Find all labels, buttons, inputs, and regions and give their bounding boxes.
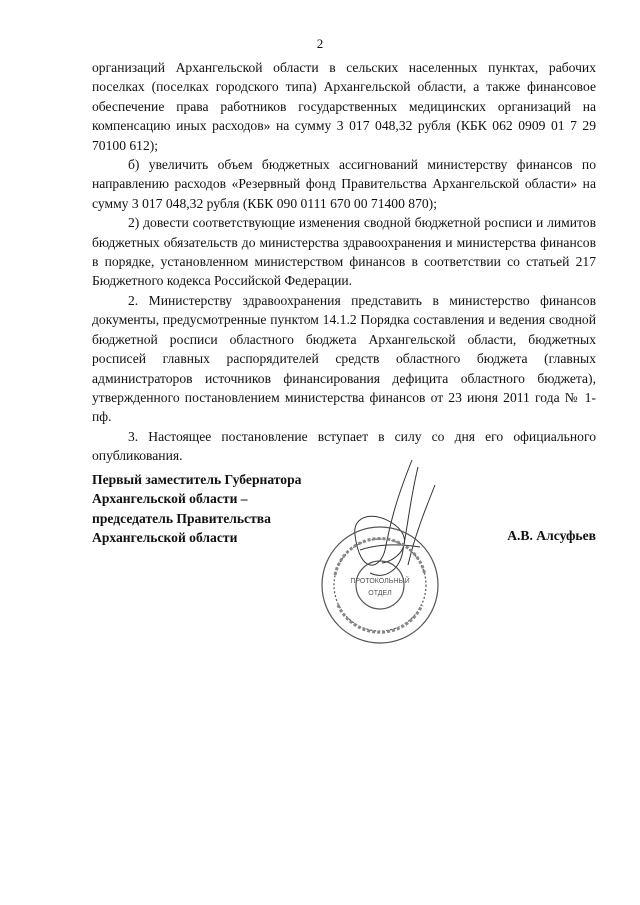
paragraph-item-2-sub: 2) довести соответствующие изменения сводной бюджетной росписи и лимитов бюджетных обязательств до министерства здравоохранения и министерства финансов в порядке, установленном министерством финансов в соответствии со статьей 217 Бюджетного кодекса Российской Федерации.	[92, 215, 596, 289]
paragraph-continuation: организаций Архангельской области в сельских населенных пунктах, рабочих поселках (поселках городского типа) Архангельской области, а также финансовое обеспечение права работников государственных медицинских организаций на компенсацию иных расходов» на сумму 3 017 048,32 рубля (КБК 062 0909 01 7 29 70100 612);	[92, 60, 596, 153]
paragraph-item-b: б) увеличить объем бюджетных ассигнований министерству финансов по направлению расходов «Резервный фонд Правительства Архангельской области» на сумму 3 017 048,32 рубля (КБК 090 0111 670 00 71400 870);	[92, 157, 596, 211]
seal-text-line-1: ПРОТОКОЛЬНЫЙ	[350, 578, 410, 585]
signer-name: А.В. Алсуфьев	[507, 528, 596, 543]
signatory-line: председатель Правительства	[92, 510, 271, 526]
paragraph-clause-2: 2. Министерству здравоохранения представить в министерство финансов документы, предусмотренные пунктом 14.1.2 Порядка составления и ведения сводной бюджетной росписи областного бюджета Архангельской области, бюджетных росписей главных распорядителей средств областного бюджета (главных администраторов источников финансирования дефицита областного бюджета), утвержденного постановлением министерства финансов от 23 июня 2011 года № 1-пф.	[92, 292, 596, 425]
signature-and-seal	[300, 455, 470, 665]
signatory-title	[92, 470, 301, 548]
seal-text-line-2: ОТДЕЛ	[368, 590, 392, 597]
handwritten-signature	[355, 460, 435, 575]
official-seal	[322, 527, 438, 643]
page-number: 2	[316, 36, 324, 51]
paragraph-clause-3: 3. Настоящее постановление вступает в силу со дня его официального опубликования.	[92, 428, 596, 464]
signatory-line: Архангельской области	[92, 530, 238, 546]
document-body	[92, 58, 596, 466]
signatory-line: Первый заместитель Губернатора	[92, 472, 302, 487]
signatory-line: Архангельской области –	[92, 491, 248, 507]
